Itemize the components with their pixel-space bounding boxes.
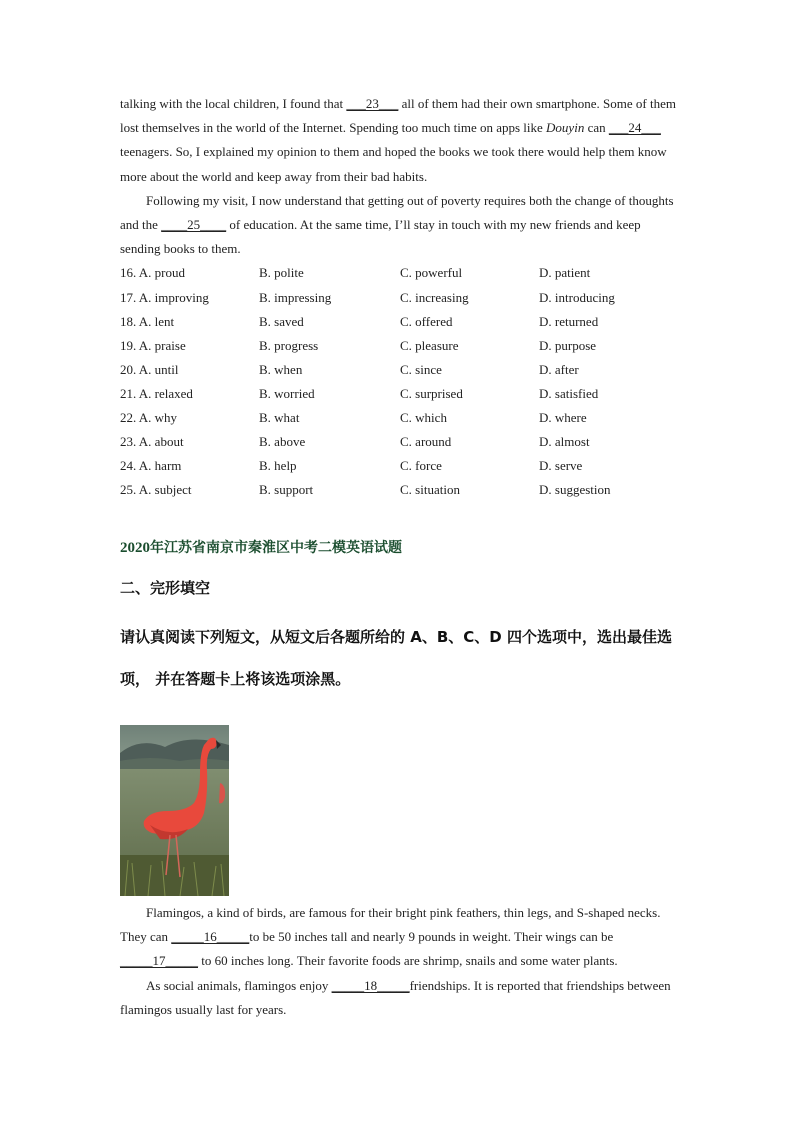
option-d: D. satisfied	[539, 385, 599, 401]
option-b: B. impressing	[259, 289, 332, 305]
option-row	[120, 430, 680, 454]
passage-2-paragraph-1: Flamingos, a kind of birds, are famous for their bright pink feathers, thin legs, and S-shaped necks. They can _____16_____to be 50 inches tall and nearly 9 pounds in weight. Their wings can be _____17_____ to 60 inches long. Their favorite foods are shrimp, snails and some water plants.	[120, 905, 661, 969]
blank-16: _____16_____	[171, 929, 250, 945]
option-b: B. worried	[259, 385, 315, 401]
option-row	[120, 406, 680, 430]
part-title: 二、完形填空	[120, 579, 211, 597]
option-d: D. introducing	[539, 289, 615, 305]
option-a: 20. A. until	[120, 361, 179, 377]
blank-25: ____25____	[161, 217, 227, 233]
passage-1	[120, 92, 680, 502]
option-d: D. where	[539, 409, 587, 425]
option-d: D. suggestion	[539, 482, 611, 498]
option-b: B. polite	[259, 265, 304, 281]
option-b: B. what	[259, 409, 300, 425]
option-d: D. after	[539, 361, 579, 377]
option-a: 18. A. lent	[120, 313, 175, 329]
option-c: C. since	[400, 361, 442, 377]
option-b: B. support	[259, 482, 314, 498]
app-name: Douyin	[546, 120, 585, 136]
option-a: 21. A. relaxed	[120, 385, 193, 401]
option-c: C. increasing	[400, 289, 469, 305]
blank-24: ___24___	[608, 120, 661, 136]
option-row	[120, 310, 680, 334]
option-d: D. serve	[539, 458, 583, 474]
option-d: D. returned	[539, 313, 599, 329]
option-c: C. surprised	[400, 385, 463, 401]
exam-title: 2020年江苏省南京市秦淮区中考二模英语试题	[120, 540, 402, 556]
option-d: D. patient	[539, 265, 591, 281]
option-b: B. help	[259, 458, 297, 474]
passage-2	[120, 901, 680, 1022]
option-b: B. saved	[259, 313, 304, 329]
option-c: C. offered	[400, 313, 453, 329]
flamingo-photo	[120, 725, 229, 896]
option-c: C. situation	[400, 482, 460, 498]
options-table	[120, 261, 680, 502]
option-row	[120, 334, 680, 358]
option-a: 22. A. why	[120, 409, 178, 425]
option-a: 25. A. subject	[120, 482, 192, 498]
passage-1-paragraph-1: talking with the local children, I found that ___23___ all of them had their own smartphone. Some of them lost themselves in the world of the Internet. Spending too much time on apps like Douyin can ___24___ teenagers. So, I explained my opinion to them and hoped the books we took there would help them know more about the world and keep away from their bad habits.	[120, 96, 676, 184]
option-a: 17. A. improving	[120, 289, 209, 305]
option-c: C. pleasure	[400, 337, 459, 353]
option-a: 24. A. harm	[120, 458, 182, 474]
blank-23: ___23___	[346, 96, 399, 111]
option-row	[120, 382, 680, 406]
option-row	[120, 358, 680, 382]
option-row	[120, 261, 680, 285]
passage-2-paragraph-2: As social animals, flamingos enjoy _____18_____friendships. It is reported that friendships between flamingos usually last for years.	[120, 977, 671, 1017]
option-c: C. which	[400, 409, 447, 425]
option-row	[120, 454, 680, 478]
option-a: 19. A. praise	[120, 337, 186, 353]
option-b: B. progress	[259, 337, 319, 353]
instruction-text: 请认真阅读下列短文，从短文后各题所给的 A、B、C、D 四个选项中，选出最佳选项， 并在答题卡上将该选项涂黑。	[120, 628, 672, 688]
option-a: 16. A. proud	[120, 265, 185, 281]
blank-17: _____17_____	[120, 953, 198, 969]
option-a: 23. A. about	[120, 434, 184, 450]
option-c: C. force	[400, 458, 442, 474]
option-row	[120, 286, 680, 310]
blank-18: _____18_____	[331, 977, 410, 993]
option-row	[120, 478, 680, 502]
option-c: C. powerful	[400, 265, 463, 281]
passage-1-paragraph-2: Following my visit, I now understand that getting out of poverty requires both the change of thoughts and the ____25____ of education. At the same time, I’ll stay in touch with my new friends and keep sending books to them.	[120, 192, 674, 257]
option-d: D. almost	[539, 434, 590, 450]
option-c: C. around	[400, 434, 452, 450]
option-b: B. when	[259, 361, 303, 377]
option-d: D. purpose	[539, 337, 597, 353]
option-b: B. above	[259, 434, 306, 450]
